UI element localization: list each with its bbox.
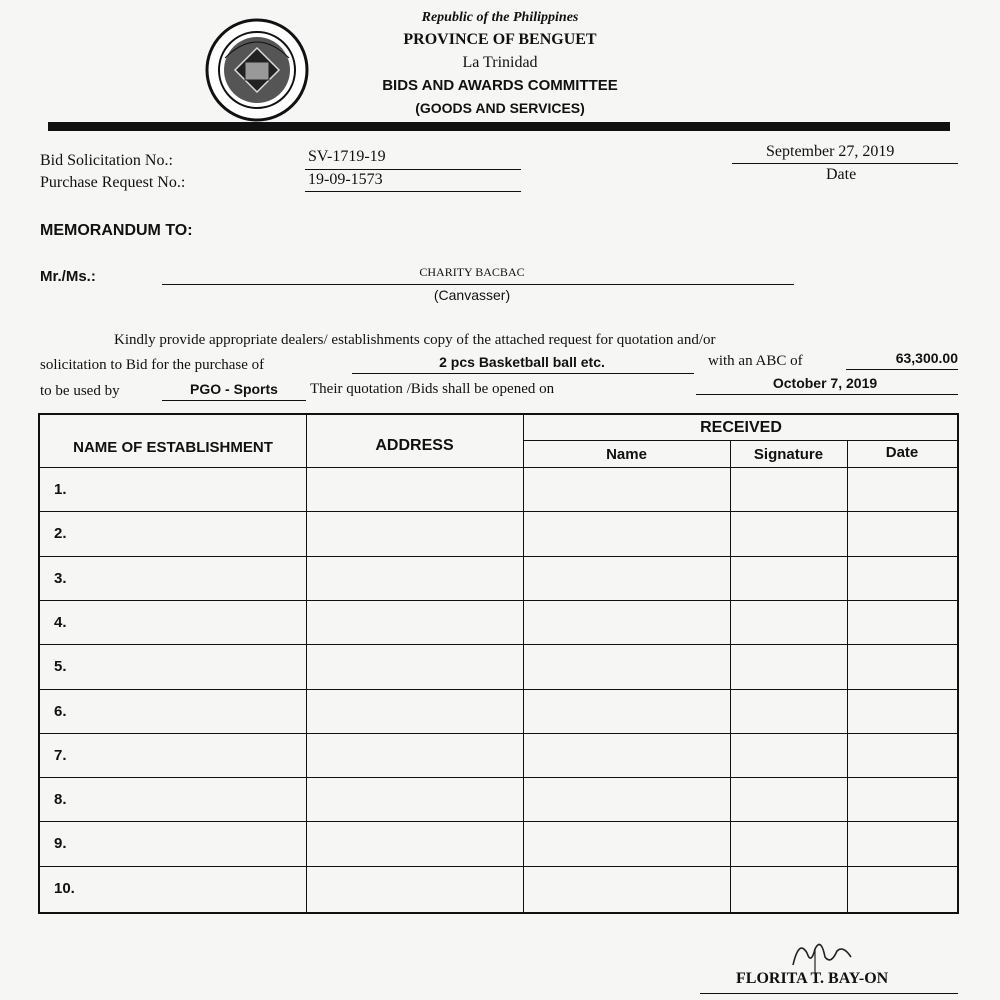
province-line: PROVINCE OF BENGUET [403,31,597,48]
row-divider [40,644,957,645]
establishment-table [38,413,959,914]
recipient-name: CHARITY BACBAC [419,265,525,279]
col-received: RECEIVED [700,419,782,436]
row-divider [40,689,957,690]
row-divider [40,556,957,557]
purchase-request-label: Purchase Request No.: [40,174,186,191]
bid-solicitation-value: SV-1719-19 [308,148,386,165]
table-row-number: 9. [54,835,67,853]
memorandum-title: MEMORANDUM TO: [40,222,193,239]
opening-date: October 7, 2019 [772,375,878,391]
end-user: PGO - Sports [190,381,278,397]
abc-line [846,369,958,370]
table-row-number: 3. [54,569,67,587]
recipient-line [162,284,794,285]
col-establishment: NAME OF ESTABLISHMENT [73,439,273,456]
purchase-item-line [352,373,694,374]
table-row-number: 6. [54,702,67,720]
col-signature: Signature [753,446,824,463]
abc-label: with an ABC of [708,353,803,369]
col-name: Name [606,446,647,463]
col-address: ADDRESS [375,437,454,454]
date-label: Date [826,166,857,183]
opening-label: Their quotation /Bids shall be opened on [310,381,555,397]
end-user-line [162,400,306,401]
category-line: (GOODS AND SERVICES) [415,100,585,116]
date-value: September 27, 2019 [766,143,895,160]
provincial-seal-icon [205,18,309,122]
recipient-label: Mr./Ms.: [40,268,96,285]
table-row-number: 1. [54,481,67,498]
row-divider [40,511,957,512]
republic-line: Republic of the Philippines [421,10,579,25]
purchase-request-line [305,191,521,192]
table-row-number: 5. [54,658,67,676]
body-line-3-prefix: to be used by [40,383,120,399]
body-line-2-prefix: solicitation to Bid for the purchase of [40,357,265,373]
committee-line: BIDS AND AWARDS COMMITTEE [382,77,618,94]
purchase-item: 2 pcs Basketball ball etc. [439,354,605,370]
row-divider [40,821,957,822]
row-divider [40,777,957,778]
table-row-number: 2. [54,525,67,543]
recipient-role: (Canvasser) [433,287,511,303]
purchase-request-value: 19-09-1573 [308,171,383,188]
table-row-number: 10. [54,879,75,897]
row-divider [40,600,957,601]
table-row-number: 4. [54,613,67,631]
bid-solicitation-line [305,169,521,170]
signature-scribble [785,935,865,975]
municipality-line: La Trinidad [462,54,538,71]
opening-date-line [696,394,958,395]
table-row-number: 8. [54,791,67,809]
row-divider [40,733,957,734]
bid-solicitation-label: Bid Solicitation No.: [40,152,173,169]
date-line [732,163,958,164]
signatory-line [700,993,958,994]
signatory-name: FLORITA T. BAY-ON [736,970,889,987]
table-row-number: 7. [54,746,67,764]
header-rule [48,122,950,131]
abc-value: 63,300.00 [895,350,958,366]
row-divider [40,866,957,867]
col-date: Date [885,444,919,461]
body-line-1: Kindly provide appropriate dealers/ establishments copy of the attached request for quotation and/or [114,332,716,348]
